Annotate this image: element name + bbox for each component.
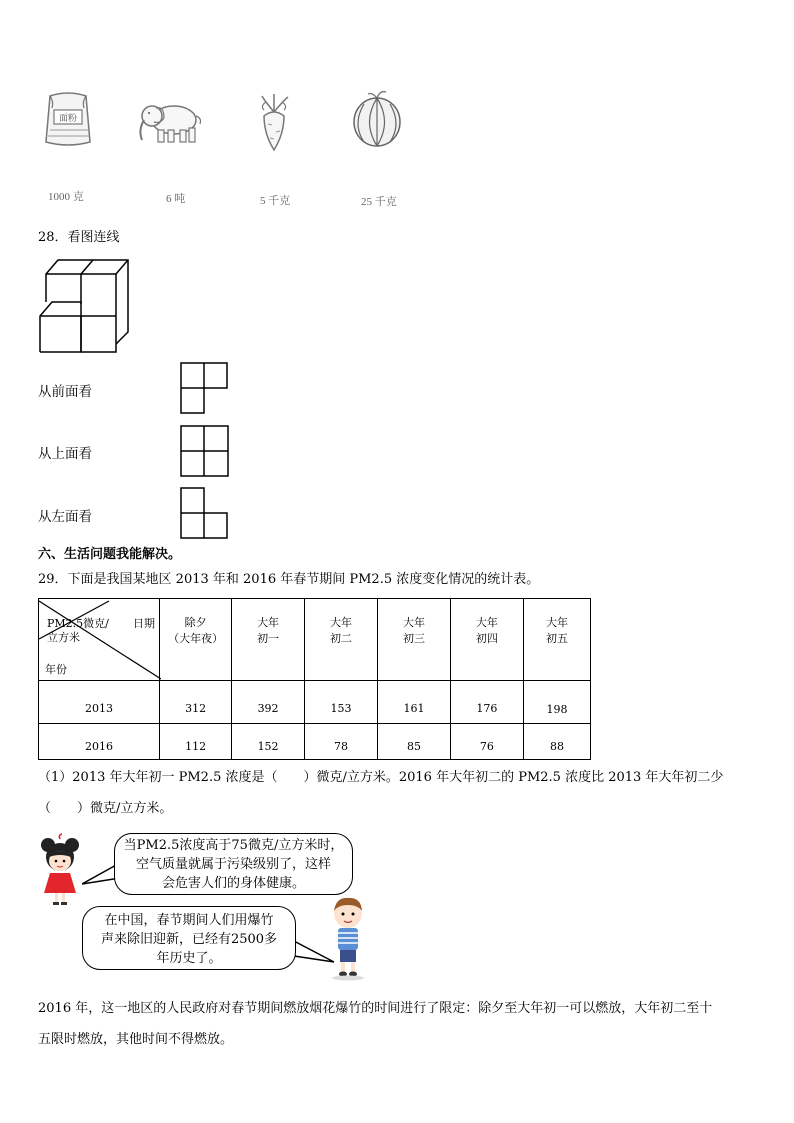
flour-bag-icon bbox=[40, 88, 96, 150]
column-header: 大年 初五 bbox=[523, 599, 590, 681]
boy-icon bbox=[328, 895, 368, 981]
table-cell: 88 bbox=[523, 724, 590, 760]
table-cell: 76 bbox=[450, 724, 523, 760]
table-cell: 112 bbox=[160, 724, 232, 760]
radish-icon bbox=[254, 94, 294, 152]
header-date: 日期 bbox=[133, 617, 155, 630]
question-28-title: 28．看图连线 bbox=[38, 230, 120, 245]
header-unit-line2: 立方米 bbox=[47, 631, 80, 644]
section-6-title: 六、生活问题我能解决。 bbox=[38, 547, 182, 562]
weight-label: 1000 克 bbox=[48, 191, 84, 203]
watermelon-icon bbox=[350, 88, 404, 148]
pm25-table bbox=[38, 598, 591, 760]
table-header-corner bbox=[39, 599, 160, 681]
table-row bbox=[39, 724, 591, 760]
table-cell: 312 bbox=[160, 681, 232, 724]
paragraph-line2: 五限时燃放，其他时间不得燃放。 bbox=[38, 1032, 234, 1047]
column-header: 大年 初三 bbox=[378, 599, 451, 681]
question-29-title: 29．下面是我国某地区 2013 年和 2016 年春节期间 PM2.5 浓度变化情况的统计表。 bbox=[38, 572, 540, 587]
table-cell: 152 bbox=[232, 724, 305, 760]
column-header: 大年 初二 bbox=[305, 599, 378, 681]
table-cell: 176 bbox=[450, 681, 523, 724]
column-header: 大年 初一 bbox=[232, 599, 305, 681]
column-header: 大年 初四 bbox=[450, 599, 523, 681]
column-header: 除夕 （大年夜） bbox=[160, 599, 232, 681]
top-view-shape bbox=[179, 424, 231, 478]
row-year: 2013 bbox=[39, 681, 160, 724]
weight-label: 25 千克 bbox=[361, 196, 397, 208]
svg-text:面粉: 面粉 bbox=[58, 114, 78, 124]
table-cell: 198 bbox=[523, 681, 590, 724]
sub-question-1-line2: （ ）微克/立方米。 bbox=[38, 801, 173, 816]
girl-speech-bubble: 当PM2.5浓度高于75微克/立方米时， 空气质量就属于污染级别了，这样 会危害人们的身体健康。 bbox=[114, 833, 353, 895]
view-label-front: 从前面看 bbox=[38, 384, 92, 400]
cube-stack-figure bbox=[38, 256, 132, 354]
weight-label: 6 吨 bbox=[166, 193, 186, 205]
view-label-top: 从上面看 bbox=[38, 446, 92, 462]
table-cell: 161 bbox=[378, 681, 451, 724]
row-year: 2016 bbox=[39, 724, 160, 760]
table-cell: 85 bbox=[378, 724, 451, 760]
view-label-left: 从左面看 bbox=[38, 509, 92, 525]
table-cell: 78 bbox=[305, 724, 378, 760]
elephant-icon bbox=[136, 96, 208, 148]
front-view-shape bbox=[179, 361, 231, 415]
boy-speech-bubble: 在中国，春节期间人们用爆竹 声来除旧迎新，已经有2500多 年历史了。 bbox=[82, 906, 296, 970]
paragraph-line1: 2016 年，这一地区的人民政府对春节期间燃放烟花爆竹的时间进行了限定：除夕至大年初一可以燃放，大年初二至十 bbox=[38, 1001, 713, 1016]
weight-label: 5 千克 bbox=[260, 195, 291, 207]
sub-question-1-line1: （1）2013 年大年初一 PM2.5 浓度是（ ）微克/立方米。2016 年大年初二的 PM2.5 浓度比 2013 年大年初二少 bbox=[38, 770, 724, 785]
header-unit-line1: PM2.5微克/ bbox=[47, 617, 109, 630]
table-row bbox=[39, 681, 591, 724]
table-cell: 153 bbox=[305, 681, 378, 724]
girl-icon bbox=[36, 833, 84, 907]
left-view-shape bbox=[179, 486, 231, 540]
table-cell: 392 bbox=[232, 681, 305, 724]
header-year: 年份 bbox=[45, 663, 67, 676]
